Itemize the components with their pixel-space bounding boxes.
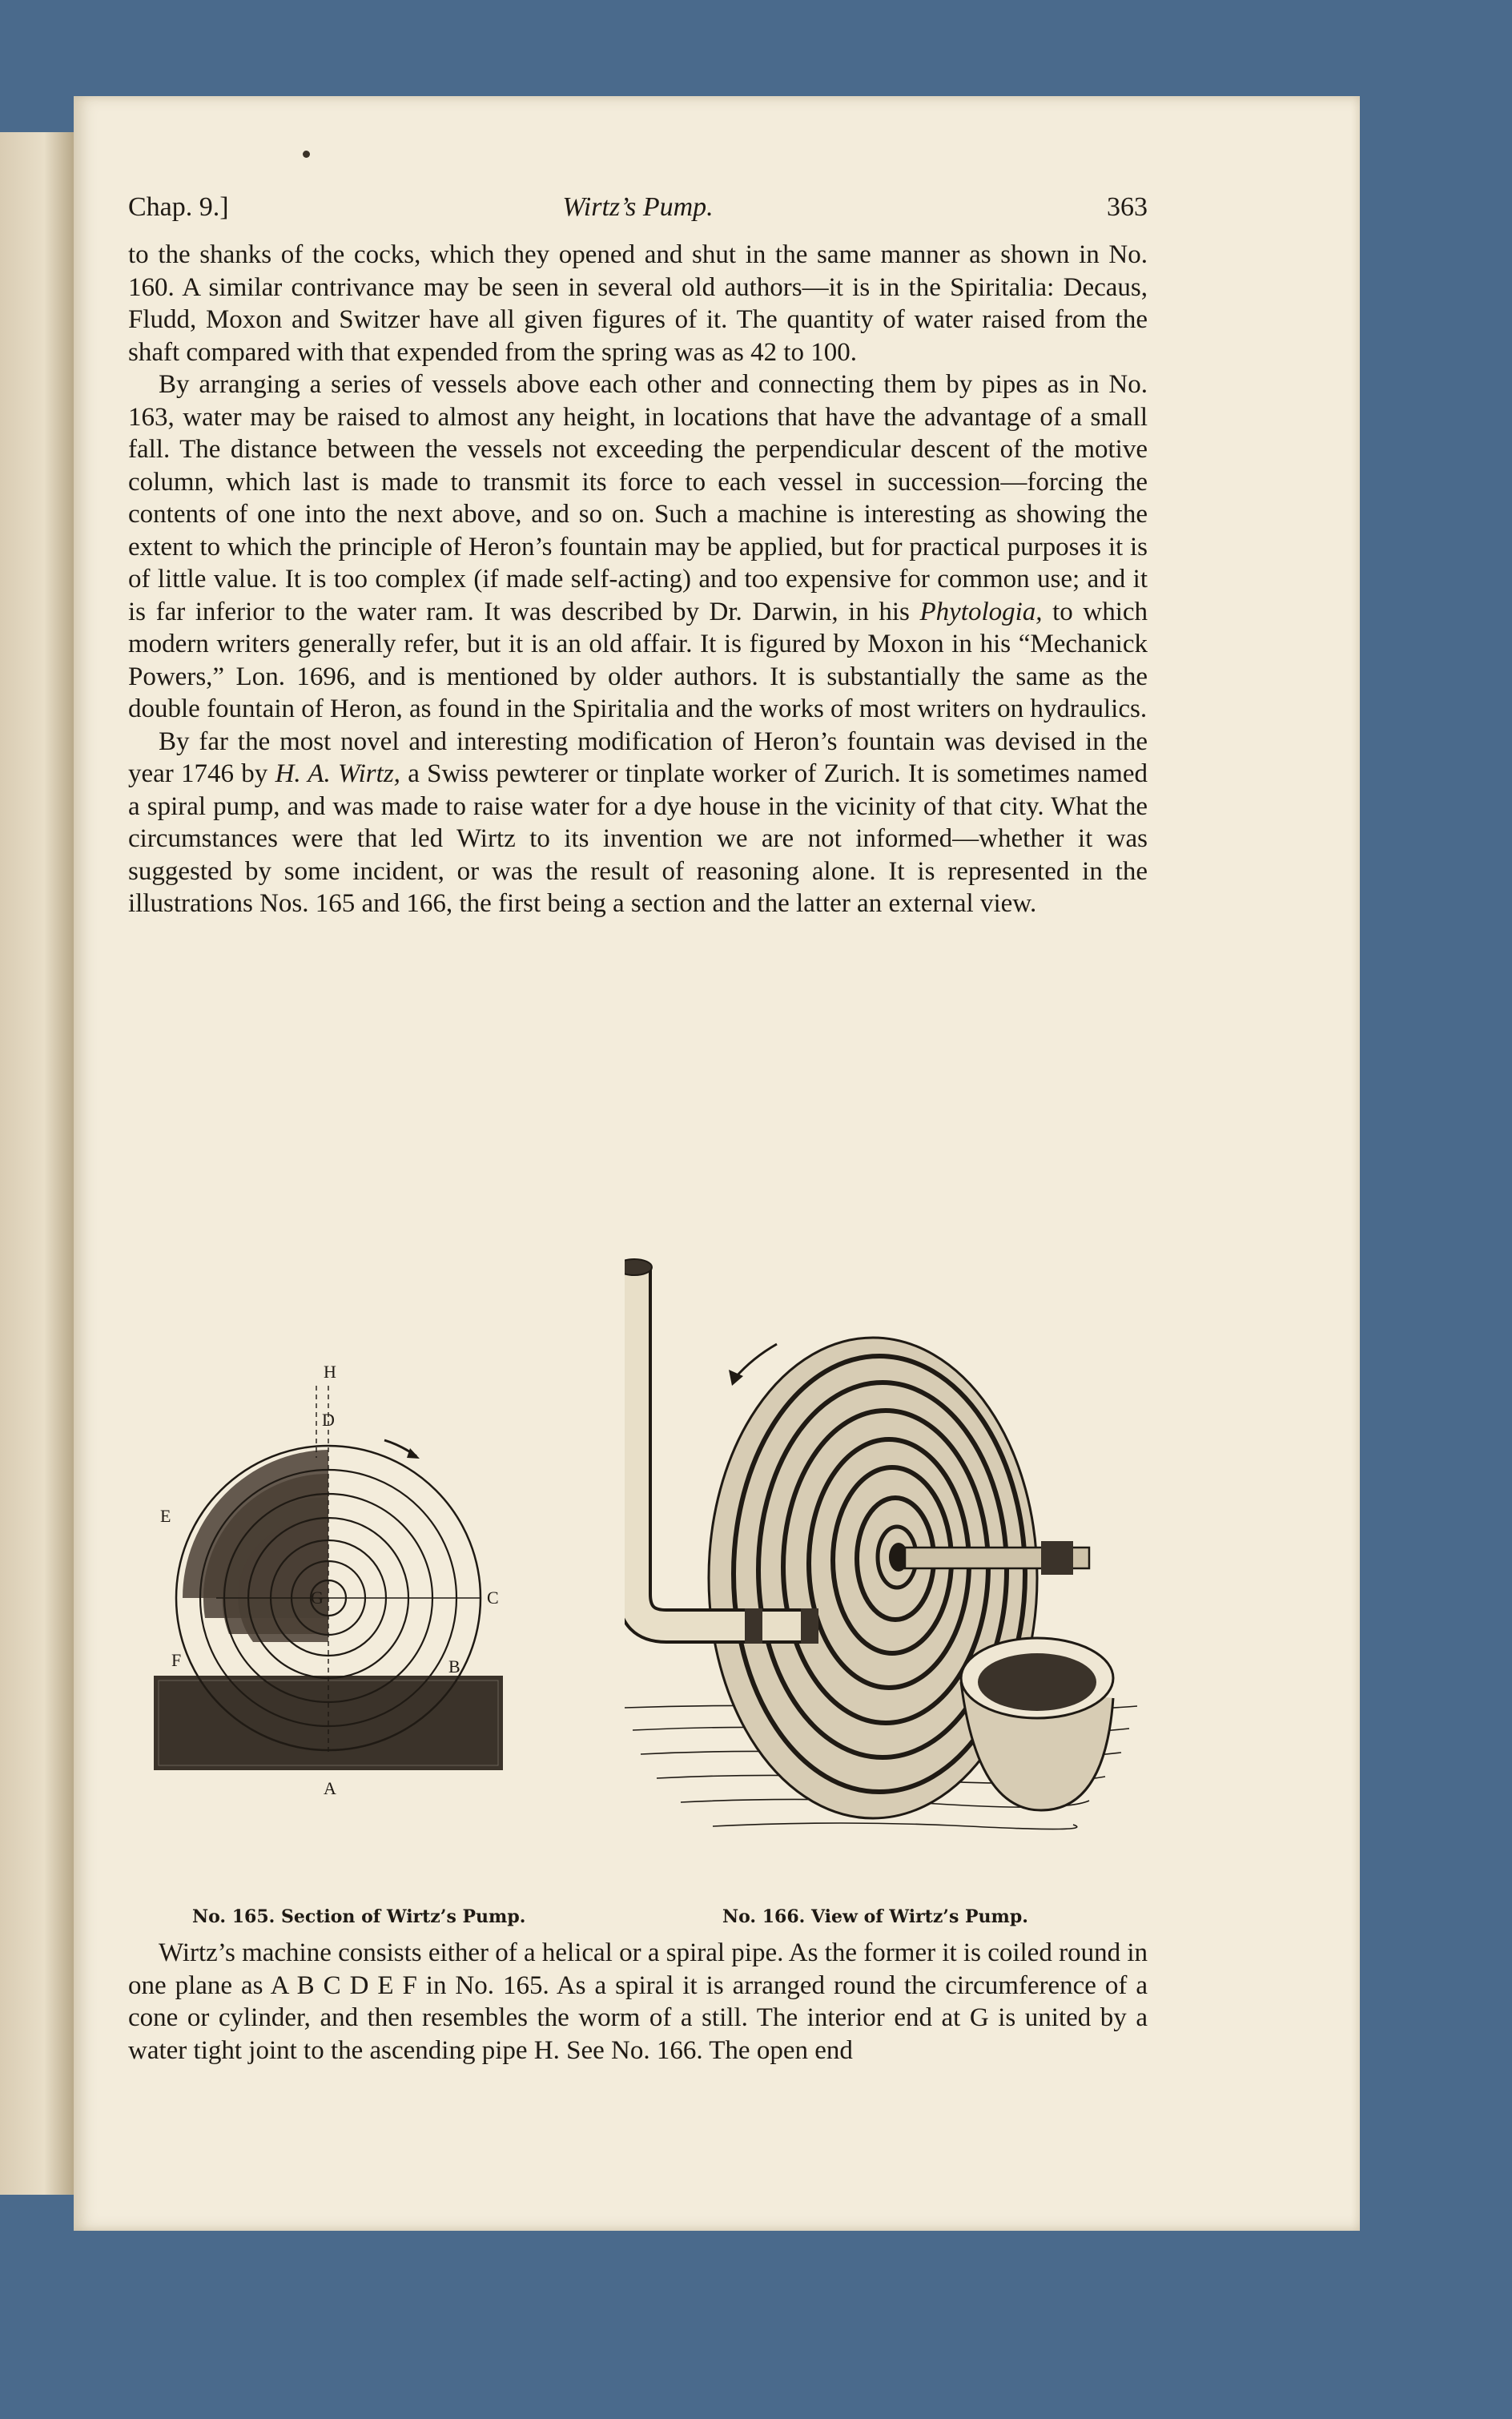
figure-165-caption: No. 165. Section of Wirtz’s Pump. (192, 1906, 526, 1927)
label-g: G (311, 1588, 324, 1608)
figure-166-caption: No. 166. View of Wirtz’s Pump. (722, 1906, 1028, 1927)
figures-area (128, 1250, 1148, 1930)
chapter-label: Chap. 9.] (128, 192, 229, 222)
label-b: B (448, 1656, 460, 1676)
figure-166-external-view (625, 1250, 1137, 1874)
label-d: D (322, 1410, 335, 1430)
figure-165-section-drawing (152, 1354, 585, 1850)
paragraph-3-text-end: a Swiss pewterer or tinplate worker of Zurich. It is sometimes named a spiral pump, and was made to raise water for a dye house in the vicinity of that city. What the circumstances were that led Wirtz to its invention we are not informed—whether it was suggested by some incident, or was the result of reasoning alone. It is represented in the illustrations Nos. 165 and 166, the first being a section and the latter an external view. (128, 759, 1148, 918)
paragraph-1: to the shanks of the cocks, which they opened and shut in the same manner as shown in No. 160. A similar contrivance may be seen in several old authors—it is in the Spiritalia: Decaus, Fludd, Moxon and Switzer have all given figures of it. The quantity of water raised from the shaft compared with that expended from the spring was as 42 to 100. (128, 240, 1148, 367)
paragraph-2-text-end: to which modern writers generally refer, but it is an old affair. It is figured by Moxon in his “Mechanick Powers,” Lon. 1696, and is mentioned by older authors. It is substantially the same as the double fountain of Heron, as found in the Spiritalia and the works of most writers on hydraulics. (128, 597, 1148, 723)
label-f: F (171, 1650, 182, 1670)
label-a: A (324, 1778, 336, 1798)
wirtz-name: H. A. Wirtz, (275, 759, 400, 788)
paragraph-3 (128, 726, 1148, 920)
body-text-bottom (128, 1937, 1148, 2067)
paragraph-2-text: By arranging a series of vessels above each other and connecting them by pipes as in No. 163, water may be raised to almost any height, in locations that have the advantage of a small fall. The distance between the vessels not exceeding the perpendicular descent of the motive column, which last is made to transmit its force to each vessel in succession—forcing the contents of one into the next above, and so on. Such a machine is interesting as showing the extent to which the principle of Heron’s fountain may be applied, but for practical purposes it is of little value. It is too complex (if made self-acting) and too expensive for common use; and it is far inferior to the water ram. It was described by Dr. Darwin, in his (128, 370, 1148, 626)
page-number: 363 (1107, 192, 1148, 222)
phytologia-title: Phytologia, (919, 597, 1043, 626)
label-h: H (324, 1362, 336, 1382)
water-chambers (183, 1450, 328, 1642)
label-c: C (487, 1588, 499, 1608)
label-e: E (160, 1506, 171, 1526)
paragraph-3-text: By far the most novel and interesting modification of Heron’s fountain was devised in the year 1746 by (128, 727, 1148, 788)
paragraph-4: Wirtz’s machine consists either of a helical or a spiral pipe. As the former it is coiled round in one plane as A B C D E F in No. 165. As a spiral it is arranged round the circumference of a cone or cylinder, and then resembles the worm of a still. The interior end at G is united by a water tight joint to the ascending pipe H. See No. 166. The open end (128, 1938, 1148, 2065)
paragraph-2 (128, 368, 1148, 726)
ink-dot (303, 151, 310, 158)
page-title: Wirtz’s Pump. (562, 192, 714, 222)
running-head (128, 192, 1148, 231)
body-text-top (128, 239, 1148, 920)
facing-page-edge (0, 132, 74, 2195)
